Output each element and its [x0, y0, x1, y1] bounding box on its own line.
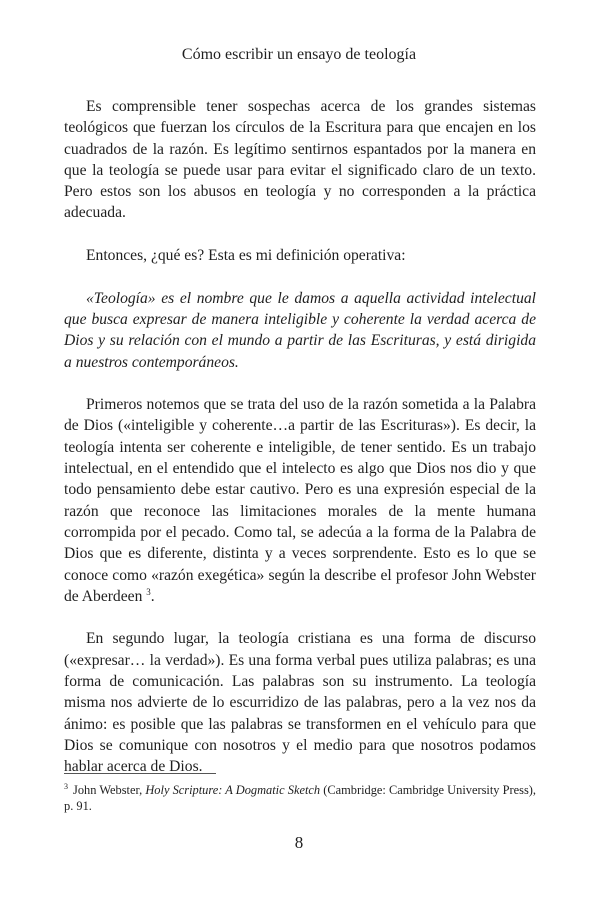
page-number: 8 — [294, 833, 304, 852]
running-head: Cómo escribir un ensayo de teología — [181, 46, 417, 63]
definition-paragraph: «Teología» es el nombre que le damos a aquella actividad intelectual que busca expresar de manera inteligible y coherente la verdad acerca de Dios y su relación con el mundo a partir de las Escrituras, y está dirigida a nuestros contemporáneos. — [64, 289, 536, 371]
footnote-rest: (Cambridge: Cambridge University Press), p. 91. — [64, 783, 537, 813]
paragraph-1: Es comprensible tener sospechas acerca de los grandes sistemas teológicos que fuerzan los círculos de la Escritura para que encajen en los cuadrados de la razón. Es legítimo sentirnos espantados por la manera en que la teología se puede usar para evitar el significado claro de un texto. Pero estos son los abusos en teología y no corresponden a la práctica adecuada. — [64, 98, 536, 222]
paragraph-4-end: . — [150, 587, 155, 605]
paragraph-2: Entonces, ¿qué es? Esta es mi definición operativa: — [86, 247, 406, 265]
footnote — [64, 782, 536, 814]
footnote-number: 3 — [64, 781, 68, 791]
footnote-rule — [64, 773, 216, 774]
footnote-title: Holy Scripture: A Dogmatic Sketch — [145, 783, 321, 797]
paragraph-4-text: Primeros notemos que se trata del uso de la razón sometida a la Palabra de Dios («inteligible y coherente…a partir de las Escrituras»). Es decir, la teología intenta ser coherente e inteligible, de tener sentido. Es un trabajo intelectual, en el entendido que el intelecto es algo que Dios nos dio y que todo pensamiento debe estar cautivo. Pero es una expresión especial de la razón que reconoce las limitaciones morales de la mente humana corrompida por el pecado. Como tal, se adecúa a la forma de la Palabra de Dios que es diferente, distinta y a veces sorprendente. Esto es lo que se conoce como «razón exegética» según la describe el profesor John Webster de Aberdeen — [64, 396, 536, 605]
paragraph-4 — [64, 394, 536, 607]
footnote-author: John Webster, — [73, 783, 143, 797]
body-text — [64, 96, 536, 799]
paragraph-5: En segundo lugar, la teología cristiana es una forma de discurso («expresar… la verdad»). Es una forma verbal pues utiliza palabras; es una forma de comunicación. Las palabras son su instrumento. La teología misma nos advierte de lo escurridizo de las palabras, pero a la vez nos da ánimo: es posible que las palabras se transformen en el vehículo para que Dios se comunique con nosotros y el medio para que nosotros podamos hablar acerca de Dios. — [64, 630, 536, 776]
footnote-reference: 3 — [146, 586, 151, 597]
